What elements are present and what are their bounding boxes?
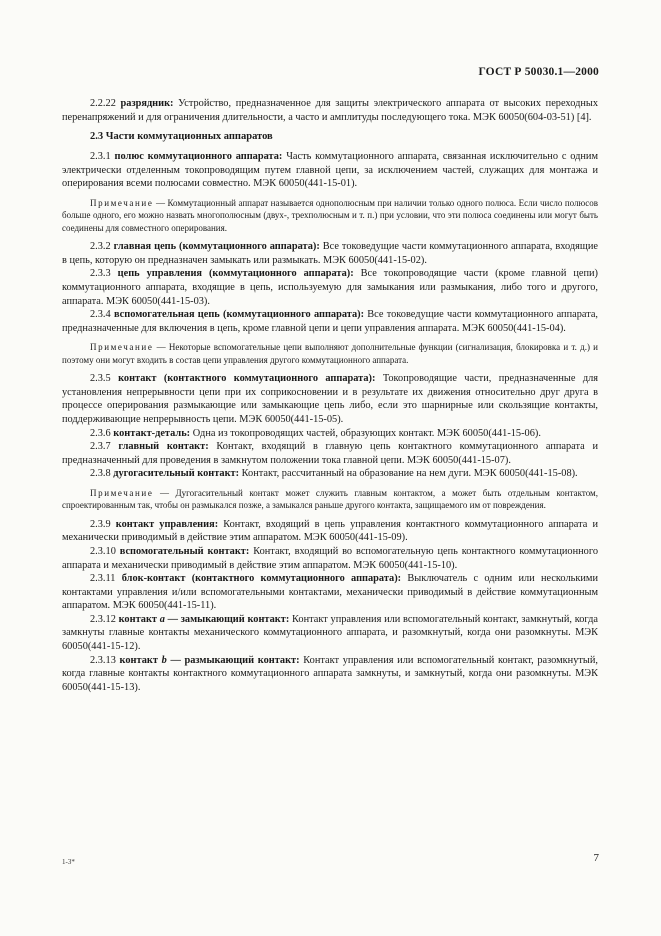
term: цепь управления (коммутационного аппарата): bbox=[117, 268, 354, 280]
term: контакт управления: bbox=[115, 518, 219, 530]
note-3: Примечание — Дугогасительный контакт может служить главным контактом, а может быть отдельным контактом, спроектированным так, чтобы он размыкался позже, а замыкался раньше другого контакта, защищаемого им от повреждения. bbox=[62, 487, 598, 511]
definition-2-3-11: 2.3.11 блок-контакт (контактного коммутационного аппарата): Выключатель с одним или несколькими контактами управления и/или вспомогательными контактами, механически приводимый в действие коммутационным аппаратом. МЭК 60050(441-15-11). bbox=[62, 573, 598, 612]
term: контакт b — размыкающий контакт: bbox=[119, 654, 300, 666]
definition-2-3-10: 2.3.10 вспомогательный контакт: Контакт, входящий во вспомогательную цепь контактного коммутационного аппарата и механически приводимый в действие этим аппаратом. МЭК 60050(441-15-10). bbox=[62, 545, 598, 571]
term: контакт a — замыкающий контакт: bbox=[118, 613, 290, 625]
term: контакт-деталь: bbox=[113, 427, 191, 439]
page-number: 7 bbox=[593, 852, 599, 864]
note-1: Примечание — Коммутационный аппарат называется однополюсным при наличии только одного полюса. Если число полюсов больше одного, его можно назвать многополюсным (двух-, трехполюсным и т. п.) при условии, что эти полюса соединены или могут быть соединены для совместного оперирования. bbox=[62, 197, 598, 233]
definition-2-3-4: 2.3.4 вспомогательная цепь (коммутационного аппарата): Все токоведущие части коммутационного аппарата, предназначенные для включения в цепь, кроме главной цепи и цепи управления аппарата. МЭК 60050(441-15-04). bbox=[62, 309, 599, 334]
section-title: 2.3 Части коммутационных аппаратов bbox=[90, 131, 273, 143]
term: блок-контакт (контактного коммутационного аппарата): bbox=[121, 573, 402, 585]
definition-2-3-13: 2.3.13 контакт b — размыкающий контакт: Контакт управления или вспомогательный контакт, разомкнутый, когда главные контакты контактного коммутационного аппарата замкнуты, и замкнутый, когда они разомкнуты. МЭК 60050(441-15-13). bbox=[62, 654, 598, 693]
definition-2-3-3: 2.3.3 цепь управления (коммутационного аппарата): Все токопроводящие части (кроме главной цепи) коммутационного аппарата, входящие в цепь, используемую для замыкания или размыкания, либо того и другого, аппарата. МЭК 60050(441-15-03). bbox=[62, 268, 598, 307]
term: полюс коммутационного аппарата: bbox=[114, 151, 283, 163]
definition-2-3-2: 2.3.2 главная цепь (коммутационного аппарата): Все токоведущие части коммутационного аппарата, входящие в цепь, которую он предназначен замыкать или размыкать. МЭК 60050(441-15-02). bbox=[62, 241, 598, 266]
note-label: Примечание bbox=[90, 197, 154, 208]
note-label: Примечание bbox=[90, 342, 154, 353]
term: главный контакт: bbox=[118, 441, 209, 453]
definition-2-3-1: 2.3.1 полюс коммутационного аппарата: Часть коммутационного аппарата, связанная исключительно с одним электрически отделенным токопроводящим путем главной цепи, за исключением частей, служащих для монтажа и оперирования всеми полюсами совместно. МЭК 60050(441-15-01). bbox=[62, 151, 599, 190]
term: дугогасительный контакт: bbox=[113, 468, 240, 480]
definition-2-3-7: 2.3.7 главный контакт: Контакт, входящий в главную цепь контактного коммутационного аппарата и предназначенный для проведения в замкнутом положении тока главной цепи. МЭК 60050(441-15-07). bbox=[62, 441, 598, 466]
term: главная цепь (коммутационного аппарата): bbox=[113, 241, 320, 253]
definition-2-3-5: 2.3.5 контакт (контактного коммутационного аппарата): Токопроводящие части, предназначенные для установления непрерывности цепи при их соприкосновении и в результате их движения относительно друг друга в процессе оперирования размыкающие или замыкающие цепь либо, если это шарнирные или скользящие контакты, поддерживающие непрерывность цепи. МЭК 60050(441-15-05). bbox=[62, 373, 599, 425]
note-label: Примечание bbox=[90, 487, 154, 498]
definition-2-2-22: 2.2.22 разрядник: Устройство, предназначенное для защиты электрического аппарата от высоких переходных перенапряжений и для ограничения длительности, а часто и амплитуды последующего тока. МЭК 60050(604-03-51) [4]. bbox=[62, 98, 598, 123]
document-body bbox=[62, 97, 598, 694]
note-2: Примечание — Некоторые вспомогательные цепи выполняют дополнительные функции (сигнализация, блокировка и т. д.) и поэтому они могут входить в состав цепи управления другого коммутационного аппарата. bbox=[62, 342, 598, 365]
definition-2-3-6: 2.3.6 контакт-деталь: Одна из токопроводящих частей, образующих контакт. МЭК 60050(441-15-06). bbox=[90, 427, 541, 439]
definition-2-3-9: 2.3.9 контакт управления: Контакт, входящий в цепь управления контактного коммутационного аппарата и механически приводимый в действие этим аппаратом. МЭК 60050(441-15-09). bbox=[62, 518, 598, 544]
term: контакт (контактного коммутационного аппарата): bbox=[118, 373, 376, 385]
term: вспомогательная цепь (коммутационного аппарата): bbox=[113, 309, 365, 321]
definition-2-3-8: 2.3.8 дугогасительный контакт: Контакт, рассчитанный на образование на нем дуги. МЭК 60050(441-15-08). bbox=[90, 468, 578, 480]
term: вспомогательный контакт: bbox=[119, 545, 250, 557]
sheet-mark: 1-3* bbox=[62, 858, 75, 866]
page-header-standard: ГОСТ Р 50030.1—2000 bbox=[478, 66, 599, 78]
term: разрядник: bbox=[120, 98, 174, 109]
definition-2-3-12: 2.3.12 контакт a — замыкающий контакт: Контакт управления или вспомогательный контакт, замкнутый, когда замкнуты главные контакты механического коммутационного аппарата, и разомкнутый, когда они разомкнуты. МЭК 60050(441-15-12). bbox=[62, 613, 598, 653]
